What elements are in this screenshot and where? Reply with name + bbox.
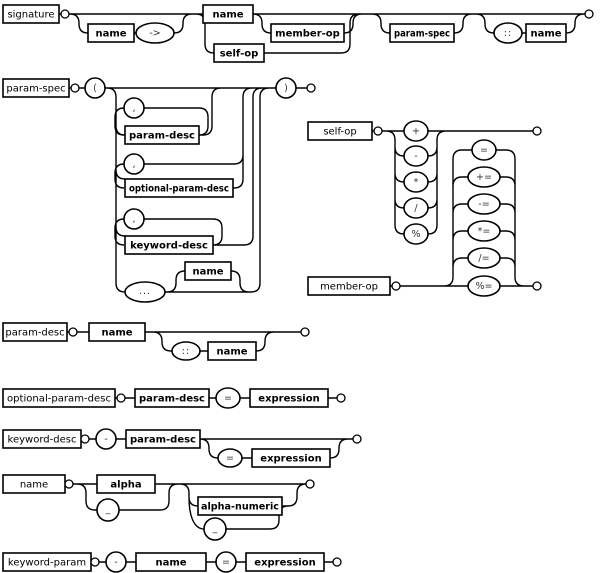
end-circle xyxy=(301,328,309,336)
rule-label: self-op xyxy=(323,126,357,138)
nonterminal-label: alpha xyxy=(110,479,142,491)
start-circle xyxy=(91,558,99,566)
start-circle xyxy=(65,480,73,488)
terminal-label: _ xyxy=(105,504,111,515)
rule-label: optional-param-desc xyxy=(7,393,111,405)
terminal-label: - xyxy=(114,557,118,568)
terminal-label: + xyxy=(412,126,420,137)
terminal-label: _ xyxy=(212,523,218,534)
nonterminal-label: member-op xyxy=(275,28,340,40)
rule-label: member-op xyxy=(320,281,378,293)
rule-keyword-param xyxy=(3,552,341,572)
terminal-label: = xyxy=(480,145,488,156)
end-circle xyxy=(333,558,341,566)
terminal-label: - xyxy=(414,151,418,162)
end-circle xyxy=(353,435,361,443)
terminal-label: -> xyxy=(149,28,161,39)
terminal-label: = xyxy=(222,557,230,568)
terminal-label: -= xyxy=(478,199,490,210)
nonterminal-label: self-op xyxy=(219,48,259,60)
nonterminal-label: expression xyxy=(254,557,316,569)
rule-name xyxy=(3,475,314,540)
nonterminal-label: name xyxy=(530,28,562,40)
terminal-label: += xyxy=(476,172,492,183)
terminal-label: %= xyxy=(475,281,493,292)
terminal-label: = xyxy=(224,393,232,404)
terminal-label: ) xyxy=(284,83,288,94)
rule-label: param-desc xyxy=(5,327,65,339)
terminal-label: ( xyxy=(93,83,97,94)
rule-param-spec xyxy=(3,78,315,302)
rule-param-desc xyxy=(3,323,309,360)
terminal-label: = xyxy=(226,453,234,464)
rule-label: signature xyxy=(7,9,55,21)
rule-label: name xyxy=(19,479,49,491)
rule-label: keyword-desc xyxy=(7,434,77,446)
nonterminal-label: keyword-desc xyxy=(130,240,208,252)
rule-label: keyword-param xyxy=(7,557,87,569)
start-circle xyxy=(392,282,400,290)
rule-keyword-desc xyxy=(3,429,361,467)
terminal-label: * xyxy=(413,177,419,188)
terminal-label: % xyxy=(411,229,421,240)
rule-optional-param-desc xyxy=(3,388,345,408)
start-circle xyxy=(61,10,69,18)
nonterminal-label: expression xyxy=(260,453,322,465)
nonterminal-label: alpha-numeric xyxy=(201,501,280,513)
end-circle xyxy=(307,84,315,92)
nonterminal-label: param-desc xyxy=(129,130,195,142)
terminal-label: :: xyxy=(503,28,513,39)
nonterminal-label: name xyxy=(101,327,133,339)
end-circle xyxy=(533,127,541,135)
start-circle xyxy=(81,435,89,443)
nonterminal-label: name xyxy=(216,346,248,358)
start-circle xyxy=(117,394,125,402)
nonterminal-label: name xyxy=(155,557,187,569)
nonterminal-label: optional-param-desc xyxy=(129,183,230,195)
end-circle xyxy=(337,394,345,402)
end-circle xyxy=(306,480,314,488)
end-circle xyxy=(585,10,593,18)
terminal-label: , xyxy=(132,103,136,114)
terminal-label: /= xyxy=(478,253,490,264)
nonterminal-label: param-spec xyxy=(394,28,451,40)
start-circle xyxy=(69,328,77,336)
nonterminal-label: param-desc xyxy=(130,434,196,446)
nonterminal-label: name xyxy=(192,266,224,278)
terminal-label: , xyxy=(132,214,136,225)
terminal-label: , xyxy=(132,159,136,170)
rule-self-op xyxy=(308,121,541,244)
terminal-label: ... xyxy=(138,286,152,297)
rule-signature xyxy=(3,5,593,62)
end-circle xyxy=(533,282,541,290)
start-circle xyxy=(374,127,382,135)
nonterminal-label: name xyxy=(212,9,244,21)
nonterminal-label: param-desc xyxy=(139,393,205,405)
terminal-label: *= xyxy=(477,226,491,237)
terminal-label: / xyxy=(414,203,418,214)
nonterminal-label: name xyxy=(95,28,127,40)
terminal-label: :: xyxy=(181,346,191,357)
rule-label: param-spec xyxy=(6,83,66,95)
terminal-label: - xyxy=(104,434,108,445)
nonterminal-label: expression xyxy=(258,393,320,405)
start-circle xyxy=(71,84,79,92)
